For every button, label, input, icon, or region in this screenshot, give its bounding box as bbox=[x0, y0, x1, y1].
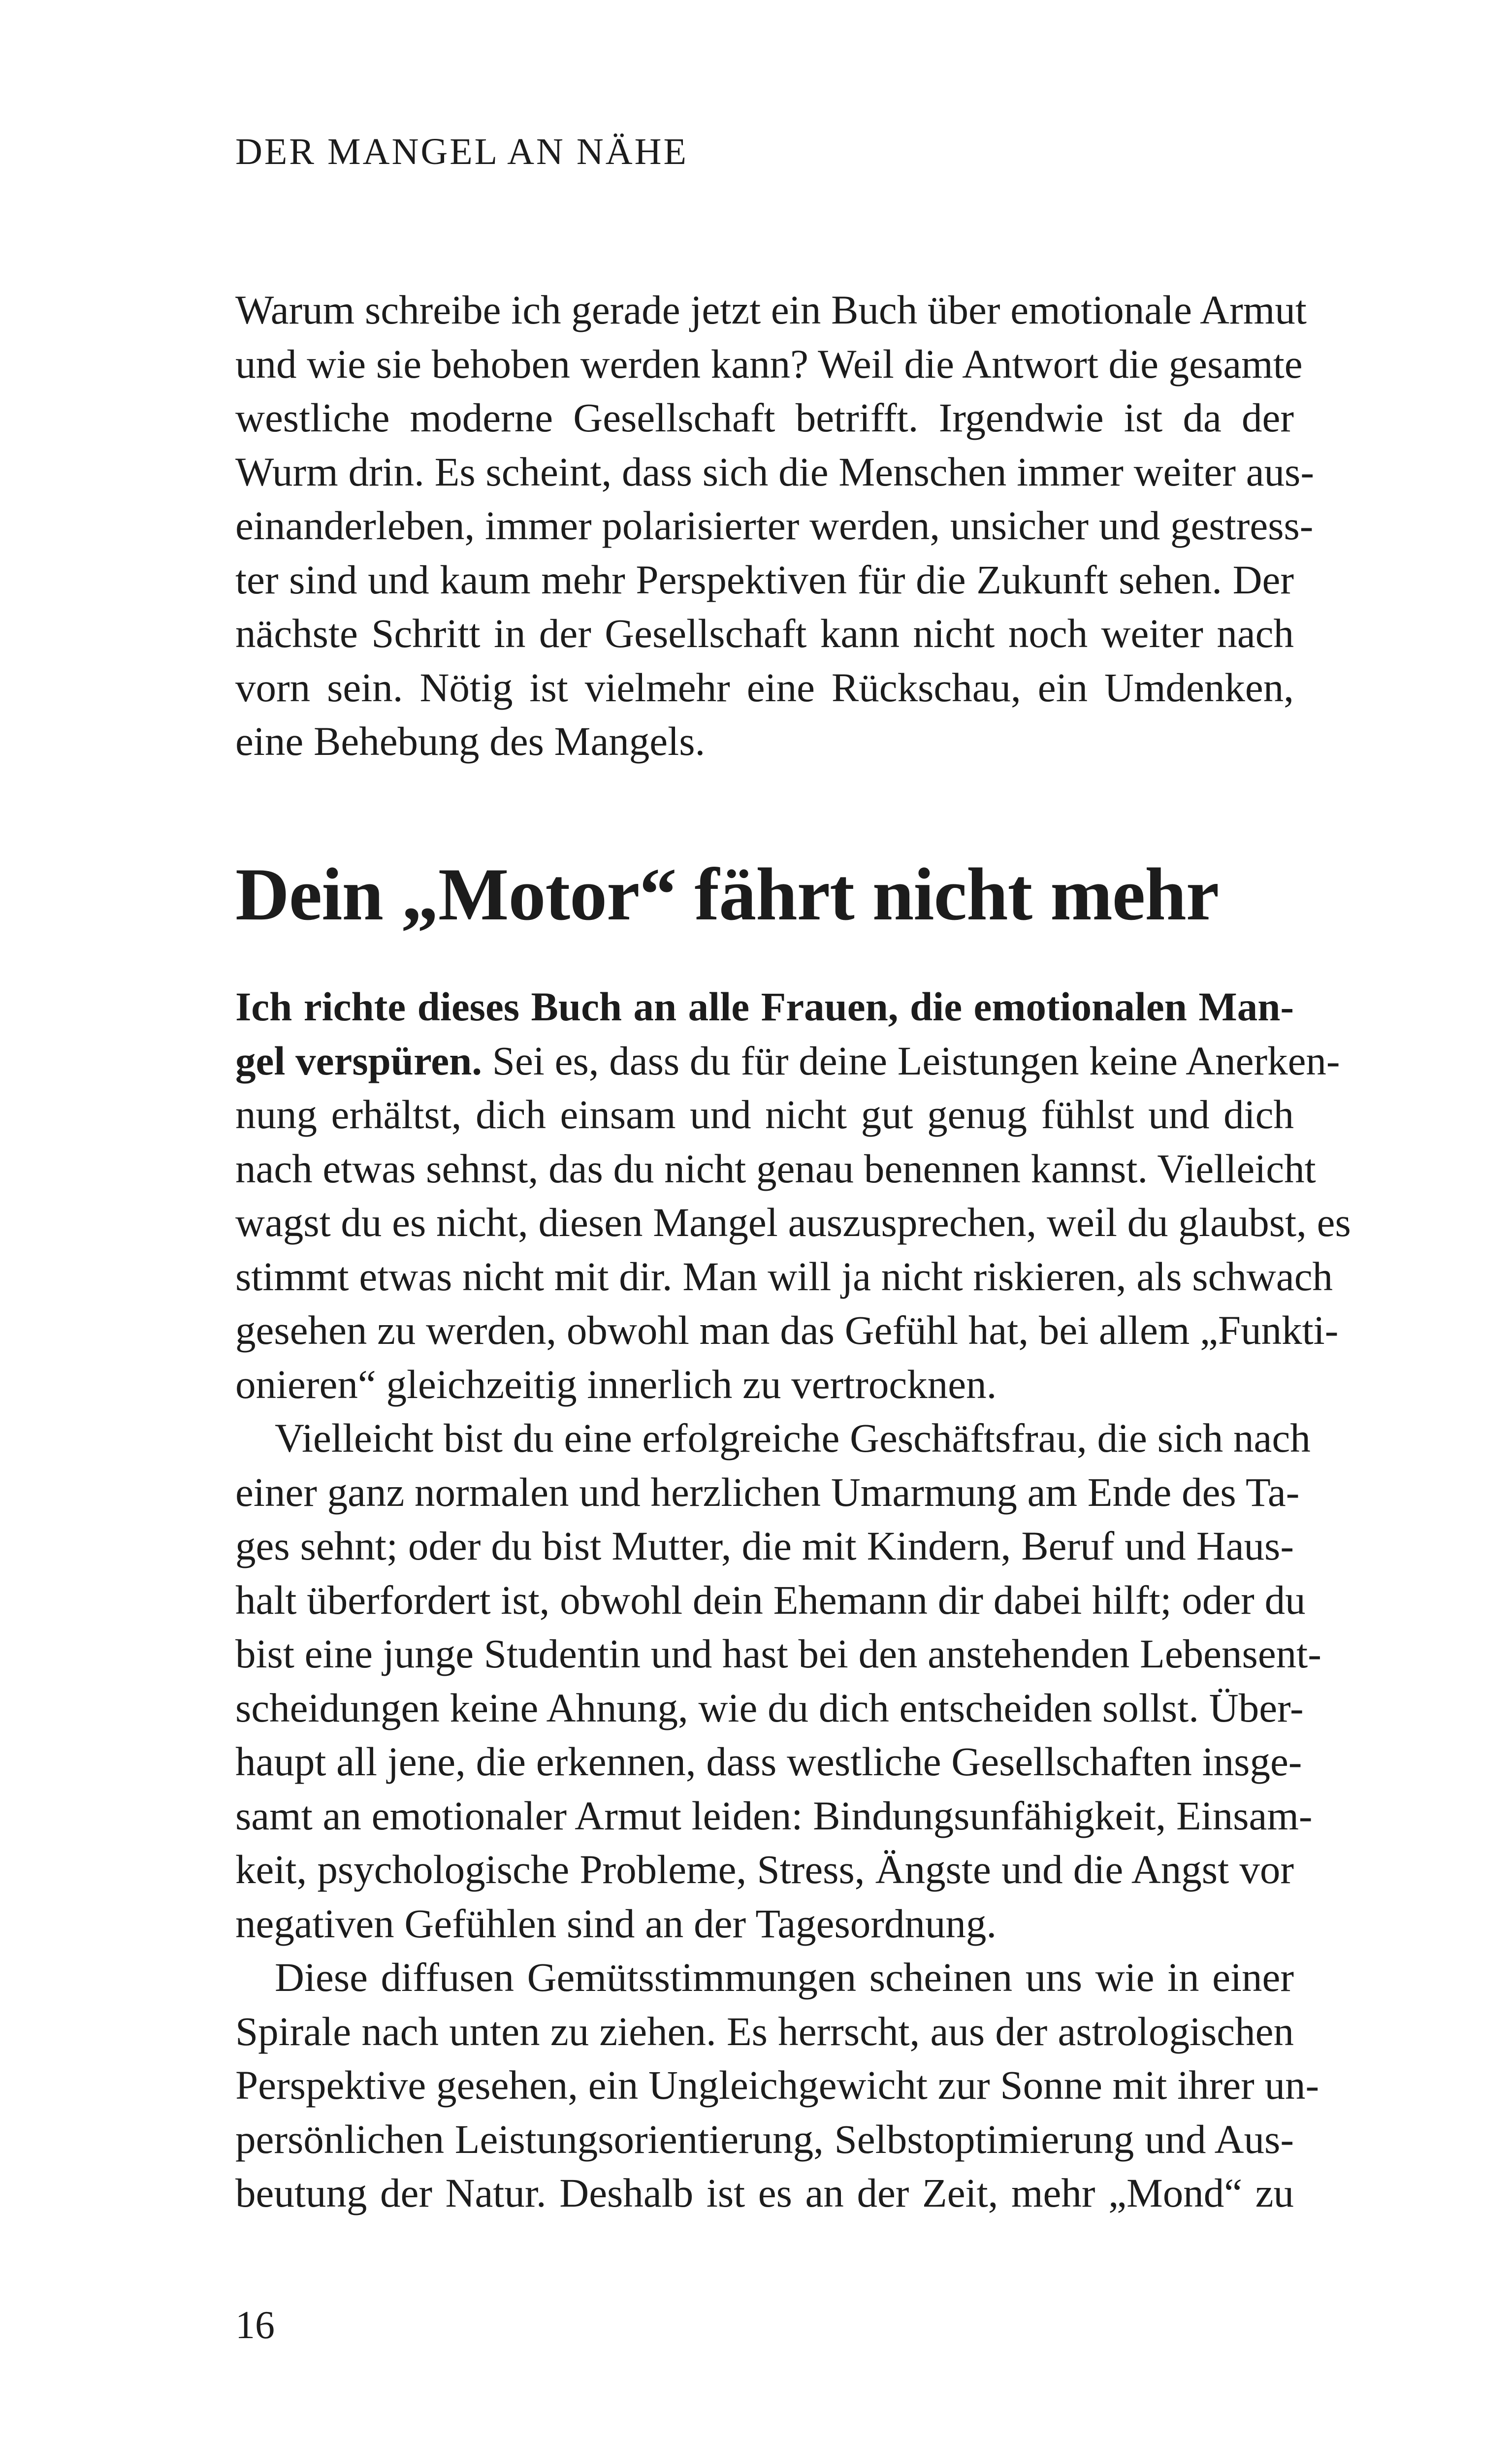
text-line: Warum schreibe ich gerade jetzt ein Buch über emotionale Armut bbox=[235, 287, 1307, 332]
text-line: westliche moderne Gesellschaft betrifft. Irgendwie ist da der bbox=[235, 395, 1294, 440]
lead-line: Ich richte dieses Buch an alle Frauen, die emotionalen Man- bbox=[235, 984, 1294, 1029]
text-run: Sei es, dass du für deine Leistungen keine Anerken- bbox=[482, 1038, 1340, 1083]
text-line: vorn sein. Nötig ist vielmehr eine Rückschau, ein Umdenken, bbox=[235, 664, 1294, 710]
text-line bbox=[235, 1034, 1340, 1088]
text-line: ges sehnt; oder du bist Mutter, die mit Kindern, Beruf und Haus- bbox=[235, 1523, 1294, 1568]
text-line: eine Behebung des Mangels. bbox=[235, 718, 706, 764]
section-heading: Dein „Motor“ fährt nicht mehr bbox=[235, 853, 1219, 936]
text-line: nung erhältst, dich einsam und nicht gut genug fühlst und dich bbox=[235, 1092, 1294, 1137]
text-line: nächste Schritt in der Gesellschaft kann nicht noch weiter nach bbox=[235, 611, 1294, 656]
text-line: Diese diffusen Gemütsstimmungen scheinen uns wie in einer bbox=[275, 1954, 1294, 2000]
text-line: nach etwas sehnst, das du nicht genau benennen kannst. Vielleicht bbox=[235, 1145, 1316, 1191]
intro-paragraph bbox=[235, 283, 1314, 769]
text-line: haupt all jene, die erkennen, dass westliche Gesellschaften insge- bbox=[235, 1739, 1302, 1784]
text-line: scheidungen keine Ahnung, wie du dich entscheiden sollst. Über- bbox=[235, 1685, 1304, 1730]
text-line: Wurm drin. Es scheint, dass sich die Menschen immer weiter aus- bbox=[235, 449, 1314, 494]
text-line: negativen Gefühlen sind an der Tagesordnung. bbox=[235, 1900, 997, 1946]
text-line: beutung der Natur. Deshalb ist es an der Zeit, mehr „Mond“ zu bbox=[235, 2170, 1294, 2215]
text-line: und wie sie behoben werden kann? Weil die Antwort die gesamte bbox=[235, 341, 1303, 387]
text-line: gesehen zu werden, obwohl man das Gefühl hat, bei allem „Funkti- bbox=[235, 1307, 1339, 1353]
body-text bbox=[235, 980, 1351, 2220]
text-line: Spirale nach unten zu ziehen. Es herrscht, aus der astrologischen bbox=[235, 2008, 1294, 2054]
text-line: bist eine junge Studentin und hast bei den anstehenden Lebensent- bbox=[235, 1631, 1321, 1676]
lead-text: gel verspüren. bbox=[235, 1038, 483, 1083]
text-line: Perspektive gesehen, ein Ungleichgewicht zur Sonne mit ihrer un- bbox=[235, 2062, 1319, 2108]
text-line: ter sind und kaum mehr Perspektiven für die Zukunft sehen. Der bbox=[235, 556, 1294, 602]
text-line: halt überfordert ist, obwohl dein Ehemann dir dabei hilft; oder du bbox=[235, 1577, 1306, 1623]
text-line: einanderleben, immer polarisierter werden, unsicher und gestress- bbox=[235, 503, 1314, 548]
text-line: stimmt etwas nicht mit dir. Man will ja nicht riskieren, als schwach bbox=[235, 1253, 1333, 1299]
running-head: DER MANGEL AN NÄHE bbox=[235, 131, 688, 172]
text-line: einer ganz normalen und herzlichen Umarmung am Ende des Ta- bbox=[235, 1469, 1300, 1515]
text-line: Vielleicht bist du eine erfolgreiche Geschäftsfrau, die sich nach bbox=[275, 1415, 1311, 1461]
text-line: wagst du es nicht, diesen Mangel auszusprechen, weil du glaubst, es bbox=[235, 1200, 1351, 1245]
text-line: persönlichen Leistungsorientierung, Selbstoptimierung und Aus- bbox=[235, 2116, 1294, 2162]
text-line: samt an emotionaler Armut leiden: Bindungsunfähigkeit, Einsam- bbox=[235, 1792, 1313, 1838]
text-line: onieren“ gleichzeitig innerlich zu vertrocknen. bbox=[235, 1361, 997, 1407]
page-number: 16 bbox=[235, 2304, 275, 2347]
text-line: keit, psychologische Probleme, Stress, Ängste und die Angst vor bbox=[235, 1847, 1294, 1892]
